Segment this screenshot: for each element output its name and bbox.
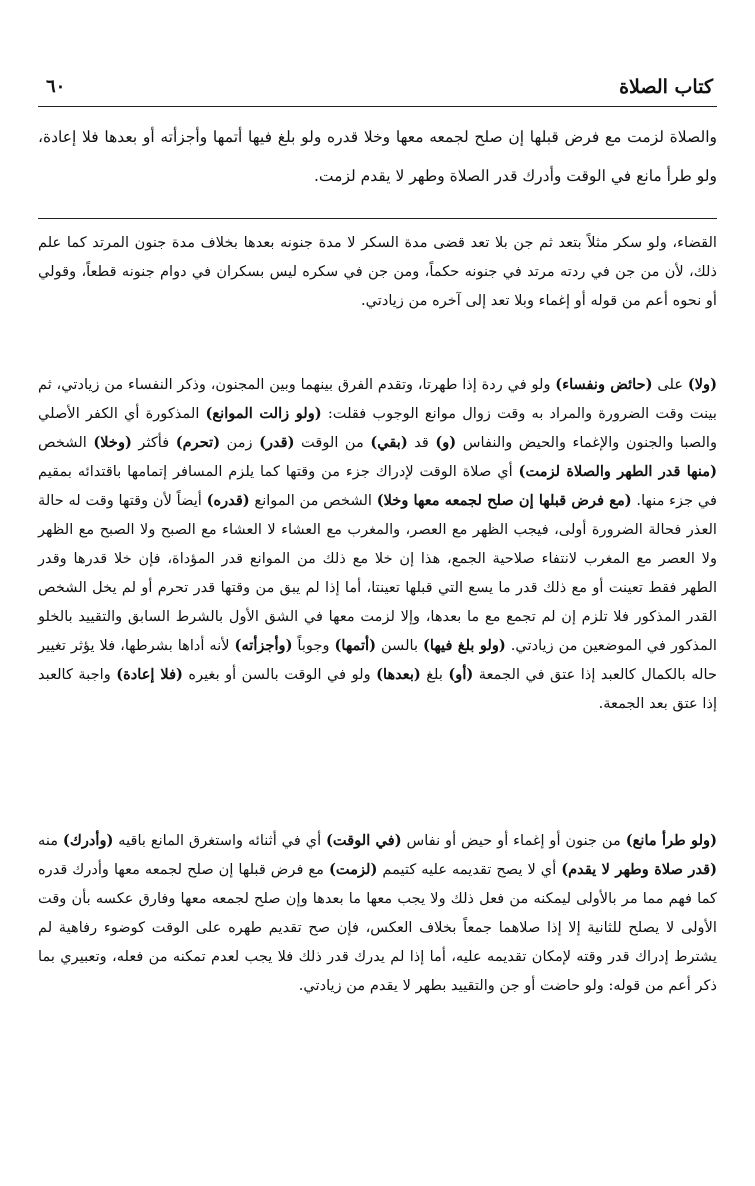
- commentary-paragraph-2: [38, 370, 717, 718]
- commentary-text: الشخص من الموانع: [249, 492, 377, 509]
- commentary-text: ولو في الوقت بالسن أو بغيره: [182, 666, 377, 683]
- bold-matn-phrase: (وأدرك): [62, 832, 114, 849]
- bold-matn-phrase: (قدر صلاة وطهر لا يقدم): [561, 861, 717, 878]
- bold-matn-phrase: (حائض ونفساء): [555, 376, 653, 393]
- commentary-text: أي في أثنائه واستغرق المانع باقيه: [113, 832, 326, 849]
- commentary-text: قد: [407, 434, 436, 451]
- commentary-text: وجوباً: [292, 637, 335, 654]
- commentary-text: لأنه أداها بشرطها، فلا يؤثر تغيير حاله بالكمال كالعبد إذا عتق في الجمعة: [38, 637, 717, 683]
- bold-matn-phrase: (وأجزأته): [234, 637, 293, 654]
- bold-matn-phrase: (تحرم): [175, 434, 221, 451]
- section-divider: [38, 218, 717, 219]
- commentary-text: أي صلاة الوقت لإدراك جزء من وقتها كما يلزم المسافر إتمامها باقتدائه بمقيم في جزء منها.: [38, 463, 717, 509]
- bold-matn-phrase: (أو): [448, 666, 474, 683]
- bold-matn-phrase: (ولو طرأ مانع): [625, 832, 717, 849]
- bold-matn-phrase: (قدر): [259, 434, 295, 451]
- commentary-text: الشخص: [38, 434, 94, 451]
- bold-matn-phrase: (أتمها): [334, 637, 377, 654]
- book-title: كتاب الصلاة: [619, 76, 713, 98]
- commentary-text: المذكورة أي الكفر الأصلي والصبا والجنون والإغماء والحيض والنفاس: [38, 405, 717, 451]
- commentary-text: فأكثر: [131, 434, 176, 451]
- bold-matn-phrase: (ولو زالت الموانع): [205, 405, 322, 422]
- commentary-text: أيضاً لأن وقتها وقت له حالة العذر فحالة الضرورة أولى، فيجب الظهر مع العصر، والمغرب مع العشاء لا العشاء مع الصبح ولا الصبح مع الظهر ولا العصر مع المغرب لانتفاء صلاحية الجمع، هذا إن خلا مع ذلك من الموانع قدر المؤداة، فإن خلا قدرها وقدر الطهر فقط تعينت أو مع ذلك قدر ما يسع التي قبلها تعينتا، أما إذا لم يبق من وقتها قدر تحرم أو لم يخل الشخص القدر المذكور فلا تلزم إن لم تجمع مع ما بعدها، وإلا لزمت معها في الشق الأول بالشرط السابق والتقييد بالخلو المذكور في الموضعين من زيادتي.: [38, 492, 717, 654]
- bold-matn-phrase: (لزمت): [328, 861, 378, 878]
- bold-matn-phrase: (و): [435, 434, 457, 451]
- bold-matn-phrase: (فلا إعادة): [116, 666, 183, 683]
- running-header: [38, 70, 717, 107]
- commentary-paragraph-3: [38, 826, 717, 1000]
- bold-matn-phrase: (مع فرض قبلها إن صلح لجمعه معها وخلا): [376, 492, 632, 509]
- commentary-text: مع فرض قبلها إن صلح لجمعه معها وأدرك قدره كما فهم مما مر بالأولى ليمكنه من فعل ذلك ولا يجب معها ما بعدها وإن صلح لجمعه معها وفارق عكسه بأن وقت الأولى لا يصلح للثانية إلا إذا صلاهما جمعاً بخلاف العكس، فإن صح تقديم طهره على الوقت كوضوء رفاهية لم يشترط إدراك قدر وقته لإمكان تقديمه عليه، أما إذا لم يدرك قدر ذلك فلا يجب لعدم تمكنه من فعله، وتعبيري بما ذكر أعم من قوله: ولو حاضت أو جن والتقييد بطهر لا يقدم من زيادتي.: [38, 861, 717, 994]
- commentary-text: من جنون أو إغماء أو حيض أو نفاس: [401, 832, 626, 849]
- commentary-text: زمن: [220, 434, 260, 451]
- bold-matn-phrase: (منها قدر الطهر والصلاة لزمت): [518, 463, 717, 480]
- bold-matn-phrase: (بعدها): [376, 666, 421, 683]
- bold-matn-phrase: (بقي): [370, 434, 408, 451]
- page-number: ٦٠: [46, 76, 66, 97]
- commentary-paragraph-1: القضاء، ولو سكر مثلاً بتعد ثم جن بلا تعد قضى مدة السكر لا مدة جنونه بعدها بخلاف مدة جنون المرتد كما علم ذلك، لأن من جن في ردته مرتد في جنونه حكماً، ومن جن في سكره ليس بسكران في دوام جنونه قطعاً، وقولي أو نحوه أعم من قوله أو إغماء وبلا تعد إلى آخره من زيادتي.: [38, 234, 717, 309]
- bold-matn-phrase: (في الوقت): [326, 832, 402, 849]
- bold-matn-phrase: (ولا): [687, 376, 717, 393]
- commentary-text: منه: [38, 832, 63, 849]
- commentary-text: على: [652, 376, 688, 393]
- bold-matn-phrase: (وخلا): [93, 434, 132, 451]
- commentary-text: واجبة كالعبد إذا عتق بعد الجمعة.: [38, 666, 717, 712]
- commentary-text: بلغ: [420, 666, 449, 683]
- bold-matn-phrase: (قدره): [206, 492, 250, 509]
- bold-matn-phrase: (ولو بلغ فيها): [422, 637, 506, 654]
- main-text: والصلاة لزمت مع فرض قبلها إن صلح لجمعه معها وخلا قدره ولو بلغ فيها أتمها وأجزأته أو بعدها فلا إعادة، ولو طرأ مانع في الوقت وأدرك قدر الصلاة وطهر لا يقدم لزمت.: [38, 128, 717, 185]
- commentary-text: أي لا يصح تقديمه عليه كتيمم: [377, 861, 562, 878]
- commentary-text: ولو في ردة إذا طهرتا، وتقدم الفرق بينهما وبين المجنون، وذكر النفساء من زيادتي، ثم بينت وقت الضرورة والمراد به وقت زوال موانع الوجوب فقلت:: [38, 376, 717, 422]
- commentary-text: من الوقت: [294, 434, 371, 451]
- commentary-text: بالسن: [376, 637, 423, 654]
